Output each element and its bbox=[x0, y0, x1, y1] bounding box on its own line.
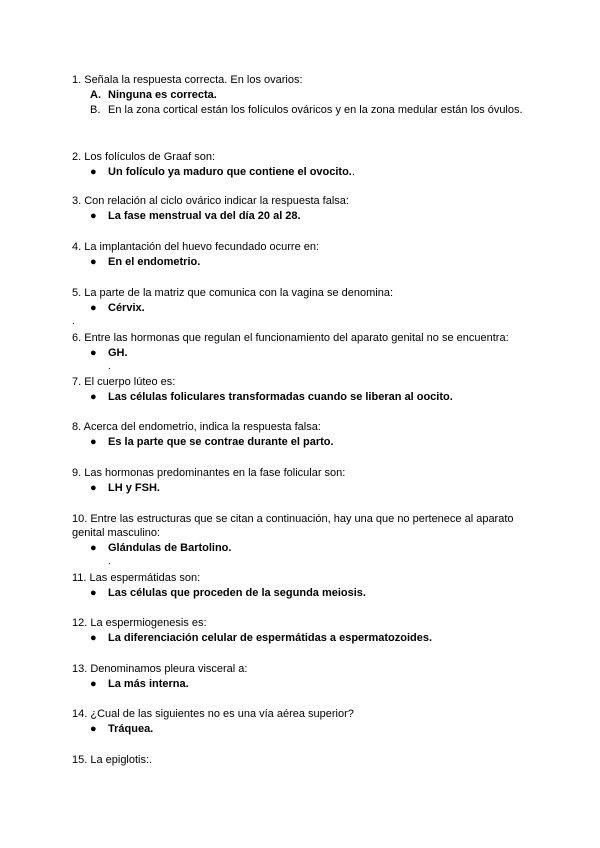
answer-2 bbox=[108, 165, 355, 179]
answer-5: Cérvix. bbox=[108, 302, 145, 314]
bullet-icon: ● bbox=[90, 166, 97, 178]
question-2: 2. Los folículos de Graaf son: bbox=[72, 151, 216, 163]
bullet-icon: ● bbox=[90, 723, 97, 735]
answer-7: Las células foliculares transformadas cuando se liberan al oocito. bbox=[108, 391, 453, 403]
bullet-icon: ● bbox=[90, 482, 97, 494]
stray-dot: . bbox=[72, 316, 75, 327]
bullet-icon: ● bbox=[90, 632, 97, 644]
question-4: 4. La implantación del huevo fecundado ocurre en: bbox=[72, 241, 320, 253]
q1-option-a-marker: A. bbox=[90, 89, 101, 101]
question-8: 8. Acerca del endometrio, indica la respuesta falsa: bbox=[72, 421, 321, 433]
question-14: 14. ¿Cual de las siguientes no es una vía aérea superior? bbox=[72, 708, 354, 720]
question-9: 9. Las hormonas predominantes en la fase folicular son: bbox=[72, 467, 346, 479]
answer-12: La diferenciación celular de espermátidas a espermatozoides. bbox=[108, 632, 433, 644]
answer-4: En el endometrio. bbox=[108, 256, 201, 268]
bullet-icon: ● bbox=[90, 302, 97, 314]
bullet-icon: ● bbox=[90, 256, 97, 268]
bullet-icon: ● bbox=[90, 587, 97, 599]
question-13: 13. Denominamos pleura visceral a: bbox=[72, 663, 248, 675]
question-3: 3. Con relación al ciclo ovárico indicar la respuesta falsa: bbox=[72, 195, 349, 207]
answer-14: Tráquea. bbox=[108, 723, 154, 735]
q1-option-b: En la zona cortical están los folículos ováricos y en la zona medular están los óvulos. bbox=[108, 104, 523, 116]
stray-dot: . bbox=[108, 556, 111, 567]
bullet-icon: ● bbox=[90, 210, 97, 222]
bullet-icon: ● bbox=[90, 391, 97, 403]
question-15: 15. La epiglotis:. bbox=[72, 754, 153, 766]
question-5: 5. La parte de la matriz que comunica con la vagina se denomina: bbox=[72, 287, 394, 299]
bullet-icon: ● bbox=[90, 436, 97, 448]
question-7: 7. El cuerpo lúteo es: bbox=[72, 376, 176, 388]
answer-8: Es la parte que se contrae durante el parto. bbox=[108, 436, 334, 448]
answer-13: La más interna. bbox=[108, 678, 189, 690]
question-10: 10. Entre las estructuras que se citan a continuación, hay una que no pertenece al aparato genital masculino: bbox=[72, 513, 514, 539]
q1-option-a: Ninguna es correcta. bbox=[108, 89, 217, 101]
stray-dot: . bbox=[108, 361, 111, 372]
bullet-icon: ● bbox=[90, 678, 97, 690]
answer-3: La fase menstrual va del día 20 al 28. bbox=[108, 210, 301, 222]
answer-9: LH y FSH. bbox=[108, 482, 160, 494]
question-6: 6. Entre las hormonas que regulan el funcionamiento del aparato genital no se encuentra: bbox=[72, 332, 509, 344]
question-12: 12. La espermiogenesis es: bbox=[72, 617, 207, 629]
bullet-icon: ● bbox=[90, 542, 97, 554]
answer-2-text: Un folículo ya maduro que contiene el ovocito. bbox=[108, 166, 352, 178]
q1-option-b-marker: B. bbox=[90, 104, 101, 116]
answer-10: Glándulas de Bartolino. bbox=[108, 542, 232, 554]
answer-6: GH. bbox=[108, 347, 128, 359]
question-11: 11. Las espermátidas son: bbox=[72, 572, 201, 584]
question-1: 1. Señala la respuesta correcta. En los ovarios: bbox=[72, 74, 303, 86]
answer-11: Las células que proceden de la segunda meiosis. bbox=[108, 587, 366, 599]
answer-2-suffix: . bbox=[351, 166, 355, 178]
bullet-icon: ● bbox=[90, 347, 97, 359]
